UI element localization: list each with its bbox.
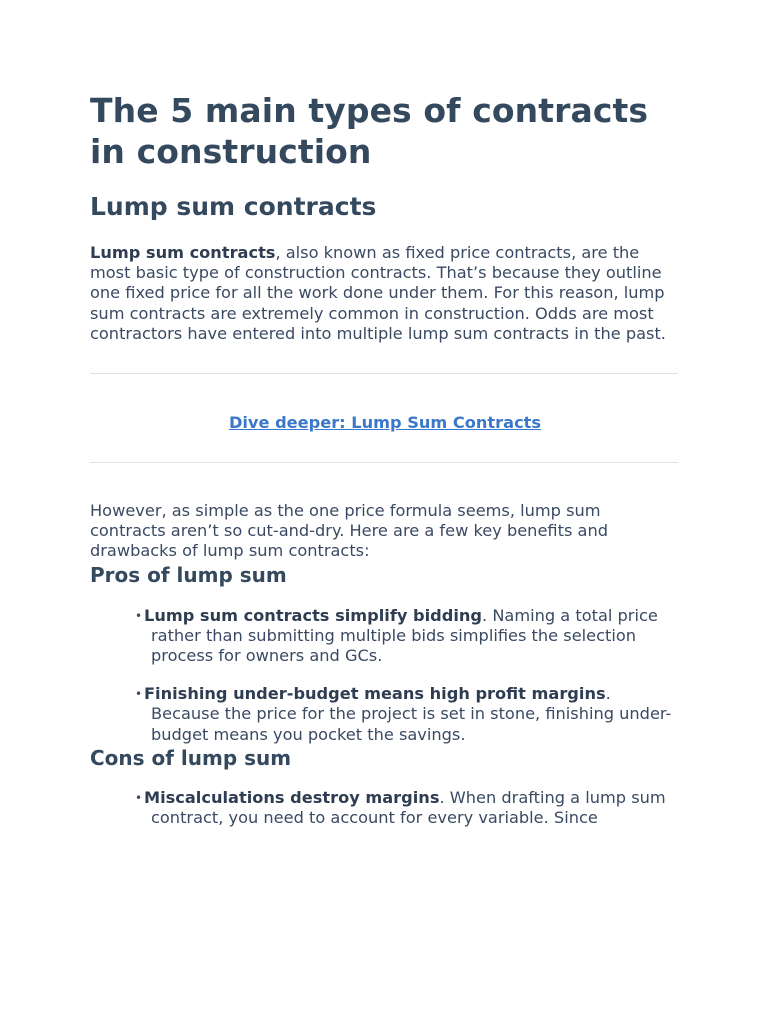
bullet-icon: • — [135, 687, 143, 702]
intro-text: , also known as fixed price contracts, are the most basic type of construction contracts. That’s because they outline one fixed price for all the work done under them. For this reason, lump sum contracts are extremely common in construction. Odds are most contractors have entered into multiple lump sum contracts in the past. — [90, 243, 666, 343]
bullet-icon: • — [135, 790, 143, 805]
divider-bottom — [90, 462, 678, 463]
section-heading: Lump sum contracts — [90, 192, 377, 221]
dive-deeper-link[interactable]: Dive deeper: Lump Sum Contracts — [228, 413, 542, 433]
intro-bold-term: Lump sum contracts — [90, 243, 276, 262]
list-item-bold: Miscalculations destroy margins — [144, 787, 440, 807]
article — [90, 90, 680, 828]
page-title: The 5 main types of contracts in construction — [90, 91, 649, 171]
pros-list — [90, 606, 680, 745]
list-item-text: . Because the price for the project is set in stone, finishing under-budget means you pocket the savings. — [151, 684, 672, 744]
list-item-bold: Lump sum contracts simplify bidding — [144, 605, 483, 625]
intro-paragraph — [90, 243, 680, 344]
list-item-bold: Finishing under-budget means high profit margins — [144, 684, 606, 704]
transition-paragraph: However, as simple as the one price formula seems, lump sum contracts aren’t so cut-and-dry. Here are a few key benefits and drawbacks of lump sum contracts: — [90, 501, 608, 561]
list-item — [90, 606, 680, 667]
list-item-text: . When drafting a lump sum contract, you need to account for every variable. Since — [151, 787, 666, 828]
list-item-text: . Naming a total price rather than submitting multiple bids simplifies the selection process for owners and GCs. — [151, 605, 658, 666]
bullet-icon: • — [135, 608, 143, 623]
pros-heading: Pros of lump sum — [90, 562, 287, 587]
cons-heading: Cons of lump sum — [90, 745, 292, 770]
divider-top — [90, 373, 678, 374]
cons-list — [90, 788, 680, 828]
list-item — [90, 788, 680, 828]
cta-container — [90, 412, 680, 433]
list-item — [90, 684, 680, 745]
